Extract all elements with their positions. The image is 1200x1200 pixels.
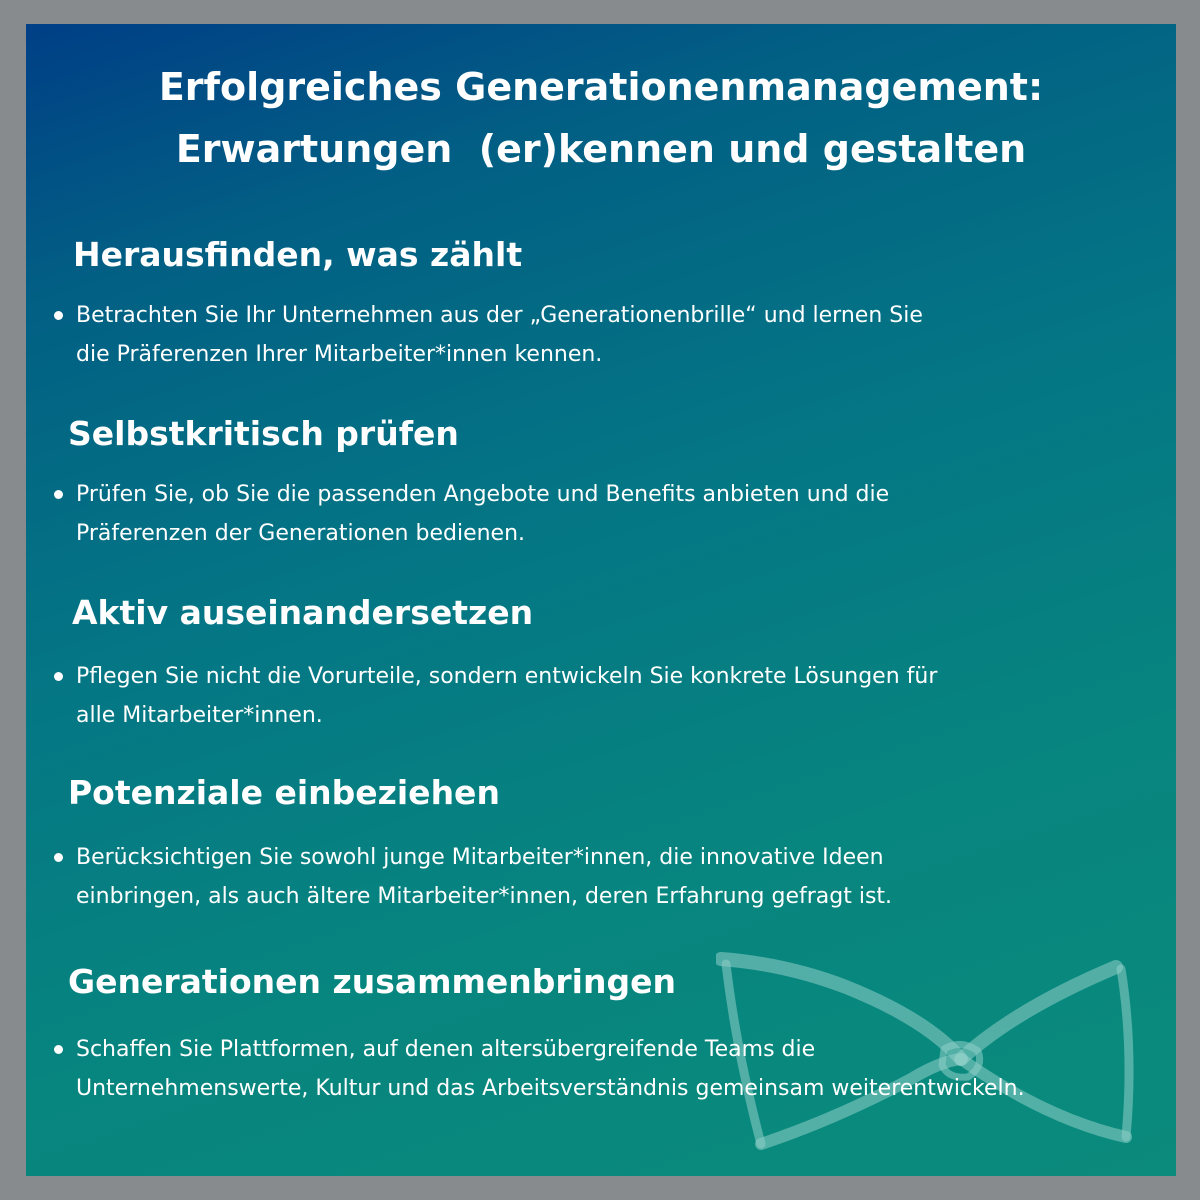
bullet-dot-icon xyxy=(54,490,63,499)
title-line-2: Erwartungen (er)kennen und gestalten xyxy=(175,127,1027,171)
bullet-text-line: einbringen, als auch ältere Mitarbeiter*innen, deren Erfahrung gefragt ist. xyxy=(76,884,893,909)
bullet-item xyxy=(54,296,1114,374)
bullet-dot-icon xyxy=(54,1045,63,1054)
page-title xyxy=(26,56,1176,180)
bullet-dot-icon xyxy=(54,311,63,320)
section-heading: Herausfinden, was zählt xyxy=(73,235,523,274)
bullet-text-line: Unternehmenswerte, Kultur und das Arbeitsverständnis gemeinsam weiterentwickeln. xyxy=(76,1076,1025,1101)
bullet-item xyxy=(54,838,1114,916)
bullet-dot-icon xyxy=(54,853,63,862)
bullet-text-line: die Präferenzen Ihrer Mitarbeiter*innen kennen. xyxy=(76,342,603,367)
bullet-text-line: Berücksichtigen Sie sowohl junge Mitarbeiter*innen, die innovative Ideen xyxy=(76,845,884,870)
bullet-text-line: Pflegen Sie nicht die Vorurteile, sondern entwickeln Sie konkrete Lösungen für xyxy=(76,664,938,689)
title-line-1: Erfolgreiches Generationenmanagement: xyxy=(158,65,1044,109)
bullet-text-line: Betrachten Sie Ihr Unternehmen aus der „Generationenbrille“ und lernen Sie xyxy=(76,303,923,328)
bullet-dot-icon xyxy=(54,672,63,681)
bullet-text-line: Prüfen Sie, ob Sie die passenden Angebote und Benefits anbieten und die xyxy=(76,482,890,507)
bullet-item xyxy=(54,1030,1114,1108)
section-heading: Aktiv auseinandersetzen xyxy=(72,593,534,632)
section-heading: Potenziale einbeziehen xyxy=(68,773,500,812)
bullet-item xyxy=(54,475,1114,553)
infographic-panel xyxy=(26,24,1176,1176)
bullet-text-line: alle Mitarbeiter*innen. xyxy=(76,703,323,728)
section-heading: Generationen zusammenbringen xyxy=(68,962,676,1001)
bullet-text-line: Schaffen Sie Plattformen, auf denen altersübergreifende Teams die xyxy=(76,1037,816,1062)
bullet-text-line: Präferenzen der Generationen bedienen. xyxy=(76,521,526,546)
bullet-item xyxy=(54,657,1114,735)
section-heading: Selbstkritisch prüfen xyxy=(68,414,459,453)
